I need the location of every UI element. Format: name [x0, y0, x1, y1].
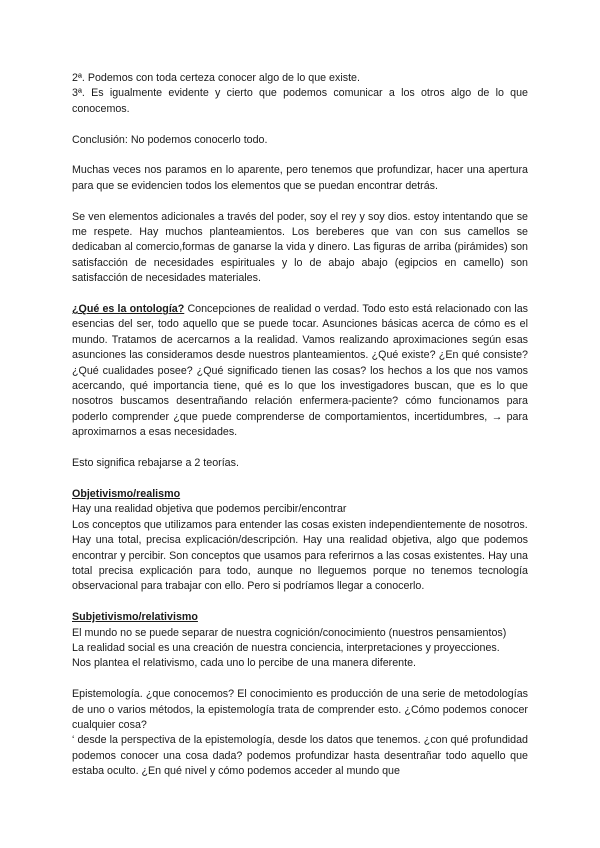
paragraph-apariencia: Muchas veces nos paramos en lo aparente, pero tenemos que profundizar, hacer una apertura para que se evidencien todos los elementos que se puedan encontrar detrás.: [72, 164, 528, 192]
ontologia-body: Concepciones de realidad o verdad. Todo esto está relacionado con las esencias del ser, todo aquello que se puede tocar. Asunciones básicas acerca de cómo es el mundo. Tratamos de acercarnos a la realidad. Vamos realizando aproximaciones según esas asunciones las consideramos desde nuestros planteamientos. ¿Qué existe? ¿En qué consiste? ¿Qué cualidades posee? ¿Qué significado tienen las cosas? los hechos a los que nos vamos acercando, qué importancia tiene, qué es lo que los investigadores buscan, que es lo que nosotros buscamos desentrañando relación enfermera-paciente? cómo funcionamos para poderlo comprender ¿que puede comprenderse de comportamientos, incertidumbres, → para aproximarnos a esas necesidades.: [72, 303, 528, 439]
objetivismo-line-3: Hay una total, precisa explicación/descripción. Hay una realidad objetiva, algo que podemos encontrar y percibir. Son conceptos que usamos para referirnos a las cosas existentes. Hay una total precisa explicación para todo, aunque no lleguemos porque no tenemos tecnología observacional para trabajar con ello. Pero si podríamos llegar a conocerlo.: [72, 534, 528, 593]
objetivismo-line-2: Los conceptos que utilizamos para entender las cosas existen independientemente de nosotros.: [72, 518, 528, 531]
subjetivismo-line-2: La realidad social es una creación de nuestra conciencia, interpretaciones y proyecciones.: [72, 641, 500, 654]
conclusion-line: Conclusión: No podemos conocerlo todo.: [72, 133, 268, 146]
objetivismo-line-1: Hay una realidad objetiva que podemos percibir/encontrar: [72, 503, 347, 516]
epistemologia-paragraph-2: ‘ desde la perspectiva de la epistemología, desde los datos que tenemos. ¿con qué profundidad podemos conocer una cosa dada? podemos profundizar hasta desentrañar todo aquello que estaba oculto. ¿En qué nivel y cómo podemos acceder al mundo que: [72, 734, 528, 778]
objetivismo-heading: Objetivismo/realismo: [72, 487, 181, 500]
principle-2: 2ª. Podemos con toda certeza conocer algo de lo que existe.: [72, 72, 360, 84]
subjetivismo-heading: Subjetivismo/relativismo: [72, 611, 198, 624]
principle-3: 3ª. Es igualmente evidente y cierto que podemos comunicar a los otros algo de lo que conocemos.: [72, 87, 528, 115]
ontologia-question: ¿Qué es la ontología?: [72, 303, 185, 316]
epistemologia-paragraph-1: Epistemología. ¿que conocemos? El conocimiento es producción de una serie de metodologías de uno o varios métodos, la epistemología trata de comprender esto. ¿Cómo podemos conocer cualquier cosa?: [72, 688, 528, 731]
subjetivismo-line-1: El mundo no se puede separar de nuestra cognición/conocimiento (nuestros pensamientos): [72, 626, 507, 639]
teorias-line: Esto significa rebajarse a 2 teorías.: [72, 457, 239, 470]
subjetivismo-line-3: Nos plantea el relativismo, cada uno lo percibe de una manera diferente.: [72, 657, 416, 670]
paragraph-poder: Se ven elementos adicionales a través del poder, soy el rey y soy dios. estoy intentando que se me respete. Hay muchos planteamientos. Los bereberes que van con sus camellos se dedicaban al comercio,formas de ganarse la vida y dinero. Las figuras de arriba (pirámides) son satisfacción de necesidades espirituales y lo de abajo abajo (egipcios en camello) son satisfacción de necesidades materiales.: [72, 210, 528, 285]
paragraph-ontologia: [72, 302, 528, 441]
